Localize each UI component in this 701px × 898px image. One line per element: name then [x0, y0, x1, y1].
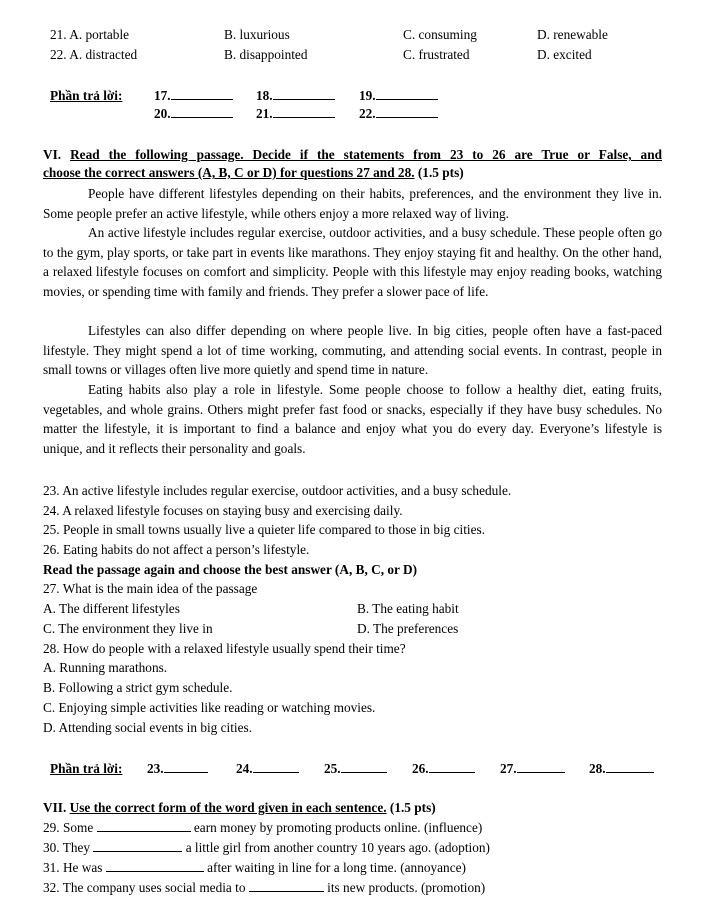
section-heading-text: Use the correct form of the word given in each sentence.	[69, 800, 387, 815]
answer-blank[interactable]	[273, 105, 335, 118]
answer-blank[interactable]	[253, 760, 299, 773]
fill-blank[interactable]	[106, 859, 204, 872]
answer-slot-23[interactable]	[147, 760, 208, 778]
answer-number: 28.	[589, 761, 606, 776]
word-form-30	[43, 839, 490, 857]
sentence-end: a little girl from another country 10 years ago. (adoption)	[185, 840, 490, 855]
answer-slot-21[interactable]	[256, 105, 335, 123]
answer-number: 25.	[324, 761, 341, 776]
option-b: B. Following a strict gym schedule.	[43, 680, 233, 695]
answer-blank[interactable]	[376, 87, 438, 100]
statement-26: 26. Eating habits do not affect a person’s lifestyle.	[43, 542, 310, 557]
answer-slot-28[interactable]	[589, 760, 654, 778]
option-d: D. The preferences	[357, 621, 459, 636]
answer-blank[interactable]	[376, 105, 438, 118]
option-c: C. frustrated	[403, 47, 470, 62]
sentence-end: earn money by promoting products online. (influence)	[193, 820, 483, 835]
answer-label: Phần trả lời:	[50, 761, 123, 776]
read-again-instruction: Read the passage again and choose the best answer (A, B, C, or D)	[43, 562, 418, 577]
answer-number: 23.	[147, 761, 164, 776]
answer-number: 20.	[154, 106, 171, 121]
sentence-end: after waiting in line for a long time. (annoyance)	[207, 860, 466, 875]
answer-slot-25[interactable]	[324, 760, 387, 778]
answer-slot-24[interactable]	[236, 760, 299, 778]
sentence-start: 29. Some	[43, 820, 94, 835]
answer-blank[interactable]	[164, 760, 208, 773]
section-number: VI.	[43, 147, 62, 162]
option-d: D. excited	[537, 47, 592, 62]
option-c: C. consuming	[403, 27, 477, 42]
question-number: 22.	[50, 47, 67, 62]
option-c: C. The environment they live in	[43, 621, 213, 636]
question-21	[50, 26, 129, 44]
answer-blank[interactable]	[341, 760, 387, 773]
answer-blank[interactable]	[606, 760, 654, 773]
sentence-start: 30. They	[43, 840, 91, 855]
section-6-heading-line2	[43, 164, 464, 182]
question-27: 27. What is the main idea of the passage	[43, 581, 258, 596]
option-c: C. Enjoying simple activities like reading or watching movies.	[43, 700, 376, 715]
answer-slot-19[interactable]	[359, 87, 438, 105]
sentence-start: 31. He was	[43, 860, 103, 875]
question-22	[50, 46, 137, 64]
section-heading-text: Read the following passage. Decide if the statements from 23 to 26 are True or False, and	[70, 147, 662, 162]
statement-25: 25. People in small towns usually live a quieter life compared to those in big cities.	[43, 522, 486, 537]
sentence-end: its new products. (promotion)	[327, 880, 486, 895]
answer-number: 26.	[412, 761, 429, 776]
answer-blank[interactable]	[429, 760, 475, 773]
answer-slot-22[interactable]	[359, 105, 438, 123]
answer-slot-27[interactable]	[500, 760, 565, 778]
answer-number: 18.	[256, 88, 273, 103]
option-a: A. distracted	[69, 47, 138, 62]
fill-blank[interactable]	[249, 879, 324, 892]
answer-number: 21.	[256, 106, 273, 121]
answer-slot-26[interactable]	[412, 760, 475, 778]
section-points: (1.5 pts)	[389, 800, 436, 815]
section-points: (1.5 pts)	[417, 165, 464, 180]
passage-paragraph-3: Lifestyles can also differ depending on where people live. In big cities, people often have a fast-paced lifestyle. They might spend a lot of time working, commuting, and attending social events. In contrast, people in small towns or villages often live more quietly and spend time in nature.	[43, 323, 662, 378]
question-number: 21.	[50, 27, 67, 42]
statement-23: 23. An active lifestyle includes regular exercise, outdoor activities, and a busy schedule.	[43, 483, 512, 498]
answer-slot-18[interactable]	[256, 87, 335, 105]
section-6-heading-line1	[43, 146, 662, 164]
answer-slot-20[interactable]	[154, 105, 233, 123]
section-7-heading	[43, 799, 436, 817]
answer-number: 27.	[500, 761, 517, 776]
option-a: A. The different lifestyles	[43, 601, 180, 616]
passage-paragraph-4: Eating habits also play a role in lifestyle. Some people choose to follow a healthy diet, eating fruits, vegetables, and whole grains. Others might prefer fast food or snacks, especially if they have busy schedules. No matter the lifestyle, it is important to find a balance and enjoy what you do every day. Everyone’s lifestyle is unique, and it reflects their personality and goals.	[43, 382, 662, 456]
fill-blank[interactable]	[97, 819, 191, 832]
answer-blank[interactable]	[273, 87, 335, 100]
option-d: D. renewable	[537, 27, 608, 42]
option-b: B. The eating habit	[357, 601, 459, 616]
question-28: 28. How do people with a relaxed lifestyle usually spend their time?	[43, 641, 406, 656]
passage-paragraph-2: An active lifestyle includes regular exercise, outdoor activities, and a busy schedule. These people often go to the gym, play sports, or take part in events like marathons. They enjoy staying fit and healthy. On the other hand, a relaxed lifestyle focuses on comfort and simplicity. People with this lifestyle may enjoy reading books, watching movies, or spending time with family and friends. They prefer a slower pace of life.	[43, 225, 662, 299]
sentence-start: 32. The company uses social media to	[43, 880, 246, 895]
option-a: A. Running marathons.	[43, 660, 168, 675]
word-form-29	[43, 819, 482, 837]
answer-blank[interactable]	[171, 105, 233, 118]
section-heading-text: choose the correct answers (A, B, C or D) for questions 27 and 28.	[43, 165, 415, 180]
answer-number: 17.	[154, 88, 171, 103]
answer-blank[interactable]	[517, 760, 565, 773]
answer-slot-17[interactable]	[154, 87, 233, 105]
word-form-31	[43, 859, 466, 877]
option-b: B. disappointed	[224, 47, 308, 62]
answer-number: 19.	[359, 88, 376, 103]
section-number: VII.	[43, 800, 67, 815]
answer-number: 22.	[359, 106, 376, 121]
passage-paragraph-1: People have different lifestyles depending on their habits, preferences, and the environment they live in. Some people prefer an active lifestyle, while others enjoy a more relaxed way of living.	[43, 186, 662, 221]
option-a: A. portable	[69, 27, 130, 42]
answer-number: 24.	[236, 761, 253, 776]
answer-blank[interactable]	[171, 87, 233, 100]
word-form-32	[43, 879, 485, 897]
answer-label: Phần trả lời:	[50, 88, 123, 103]
option-d: D. Attending social events in big cities.	[43, 720, 253, 735]
statement-24: 24. A relaxed lifestyle focuses on staying busy and exercising daily.	[43, 503, 403, 518]
fill-blank[interactable]	[93, 839, 182, 852]
option-b: B. luxurious	[224, 27, 290, 42]
